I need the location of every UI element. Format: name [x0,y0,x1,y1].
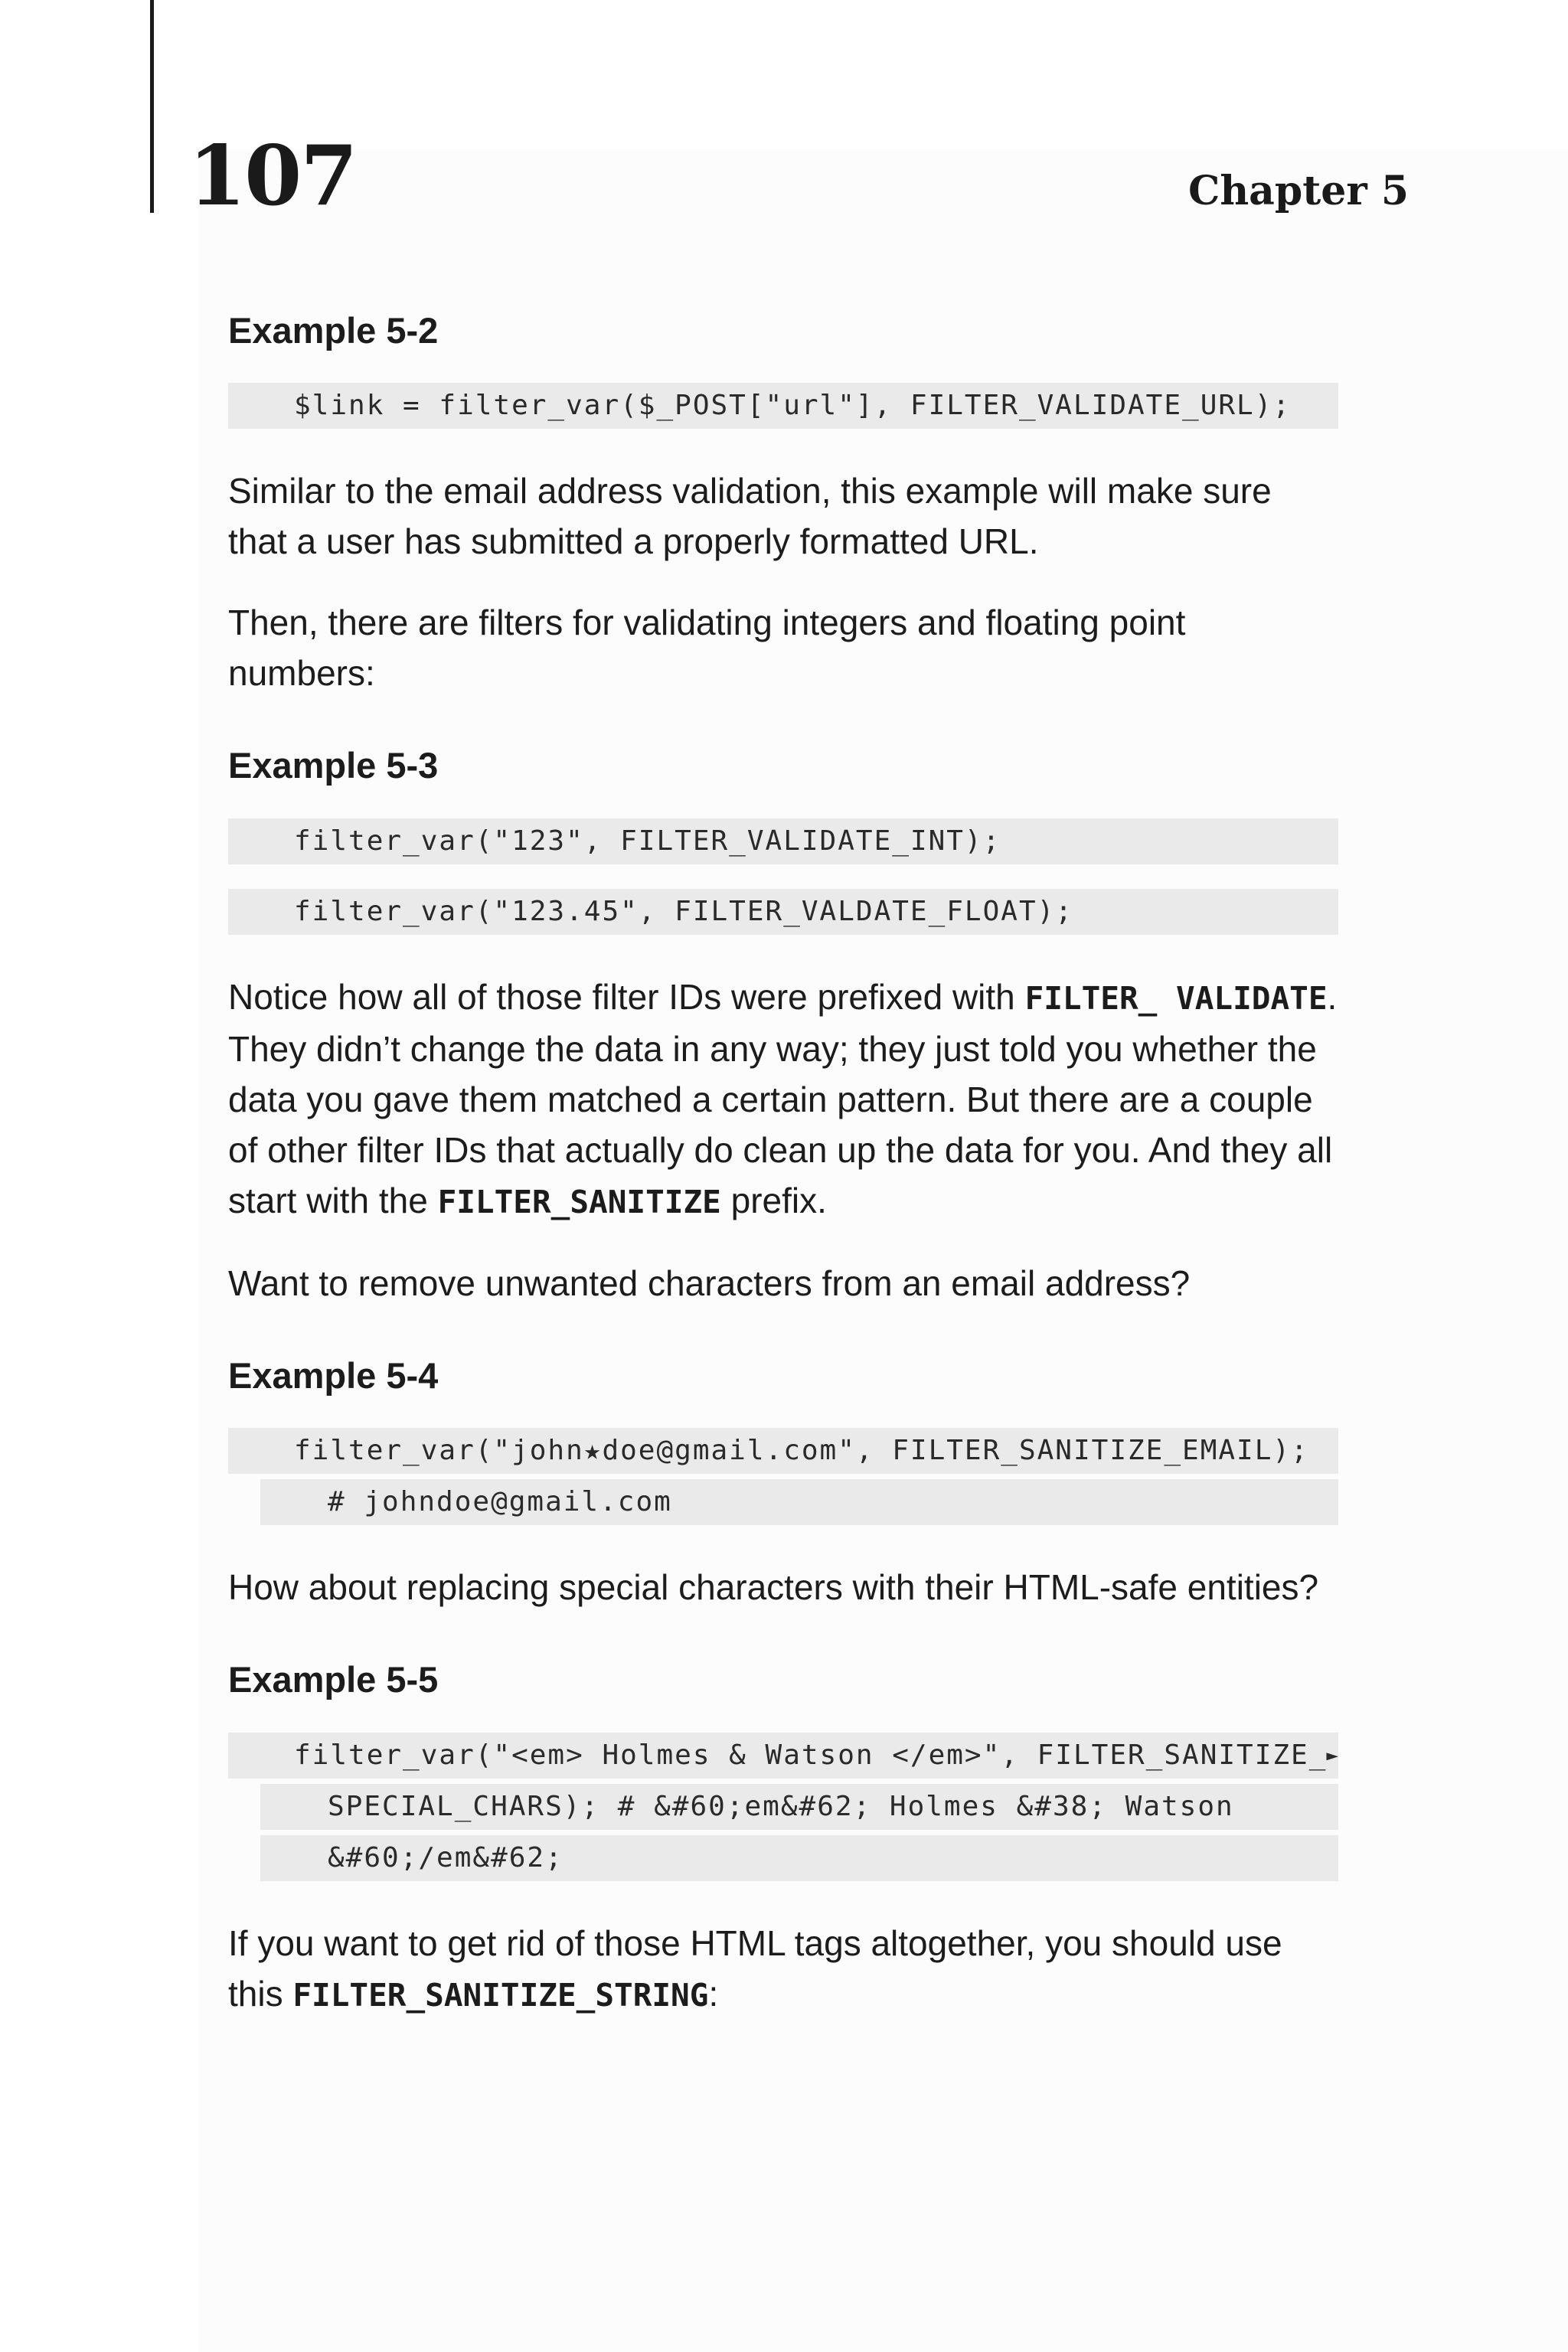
paragraph: Similar to the email address validation, this example will make sure that a user has submitted a properly formatted URL. [228,471,1272,562]
code-line: filter_var("john★doe@gmail.com", FILTER_SANITIZE_EMAIL); [228,1428,1338,1474]
paragraph-text: If you want to get rid of those HTML tags altogether, you should use this [228,1922,1282,2014]
page-content [228,309,1338,2051]
code-line-continuation: &#60;/em&#62; [260,1835,1338,1881]
inline-code: FILTER_ VALIDATE [1024,979,1328,1017]
code-line [228,1733,1338,1779]
example-5-5-code [228,1733,1338,1881]
code-line: $link = filter_var($_POST["url"], FILTER_VALIDATE_URL); [228,383,1338,429]
example-5-2-code [228,383,1338,429]
line-wrap-arrow-icon: ► [1326,1743,1338,1767]
chapter-label: Chapter 5 [1187,168,1409,214]
example-5-4-title: Example 5-4 [228,1354,439,1396]
paragraph: Then, there are filters for validating integers and floating point numbers: [228,603,1186,694]
paragraph [228,1918,1338,2020]
code-text: filter_var("<em> Holmes & Watson </em>", FILTER_SANITIZE_ [294,1739,1328,1771]
paragraph-text: : [708,1973,719,2014]
example-5-3-title: Example 5-3 [228,745,439,786]
inline-code: FILTER_SANITIZE_STRING [292,1976,709,2014]
example-5-5-title: Example 5-5 [228,1659,439,1700]
code-line-continuation: SPECIAL_CHARS); # &#60;em&#62; Holmes &#38; Watson [260,1784,1338,1830]
example-5-3-code [228,818,1338,935]
code-line-continuation: # johndoe@gmail.com [260,1479,1338,1525]
paragraph: How about replacing special characters with their HTML-safe entities? [228,1567,1319,1608]
margin-rule [150,0,154,213]
example-5-2-title: Example 5-2 [228,310,439,351]
example-5-4-code [228,1428,1338,1525]
paragraph-text: Notice how all of those filter IDs were prefixed with [228,976,1025,1017]
paragraph-text: . They didn’t change the data in any way; they just told you whether the data you gave them matched a certain pattern. But there are a couple of other filter IDs that actually do clean up the data for you. And they all start with the [228,976,1338,1220]
code-line: filter_var("123", FILTER_VALIDATE_INT); [228,818,1338,864]
page-number: 107 [188,128,357,224]
inline-code: FILTER_SANITIZE [437,1183,721,1220]
paragraph: Want to remove unwanted characters from an email address? [228,1263,1191,1303]
code-line: filter_var("123.45", FILTER_VALDATE_FLOAT); [228,889,1338,935]
paragraph-text: prefix. [720,1180,827,1220]
paragraph [228,972,1338,1227]
